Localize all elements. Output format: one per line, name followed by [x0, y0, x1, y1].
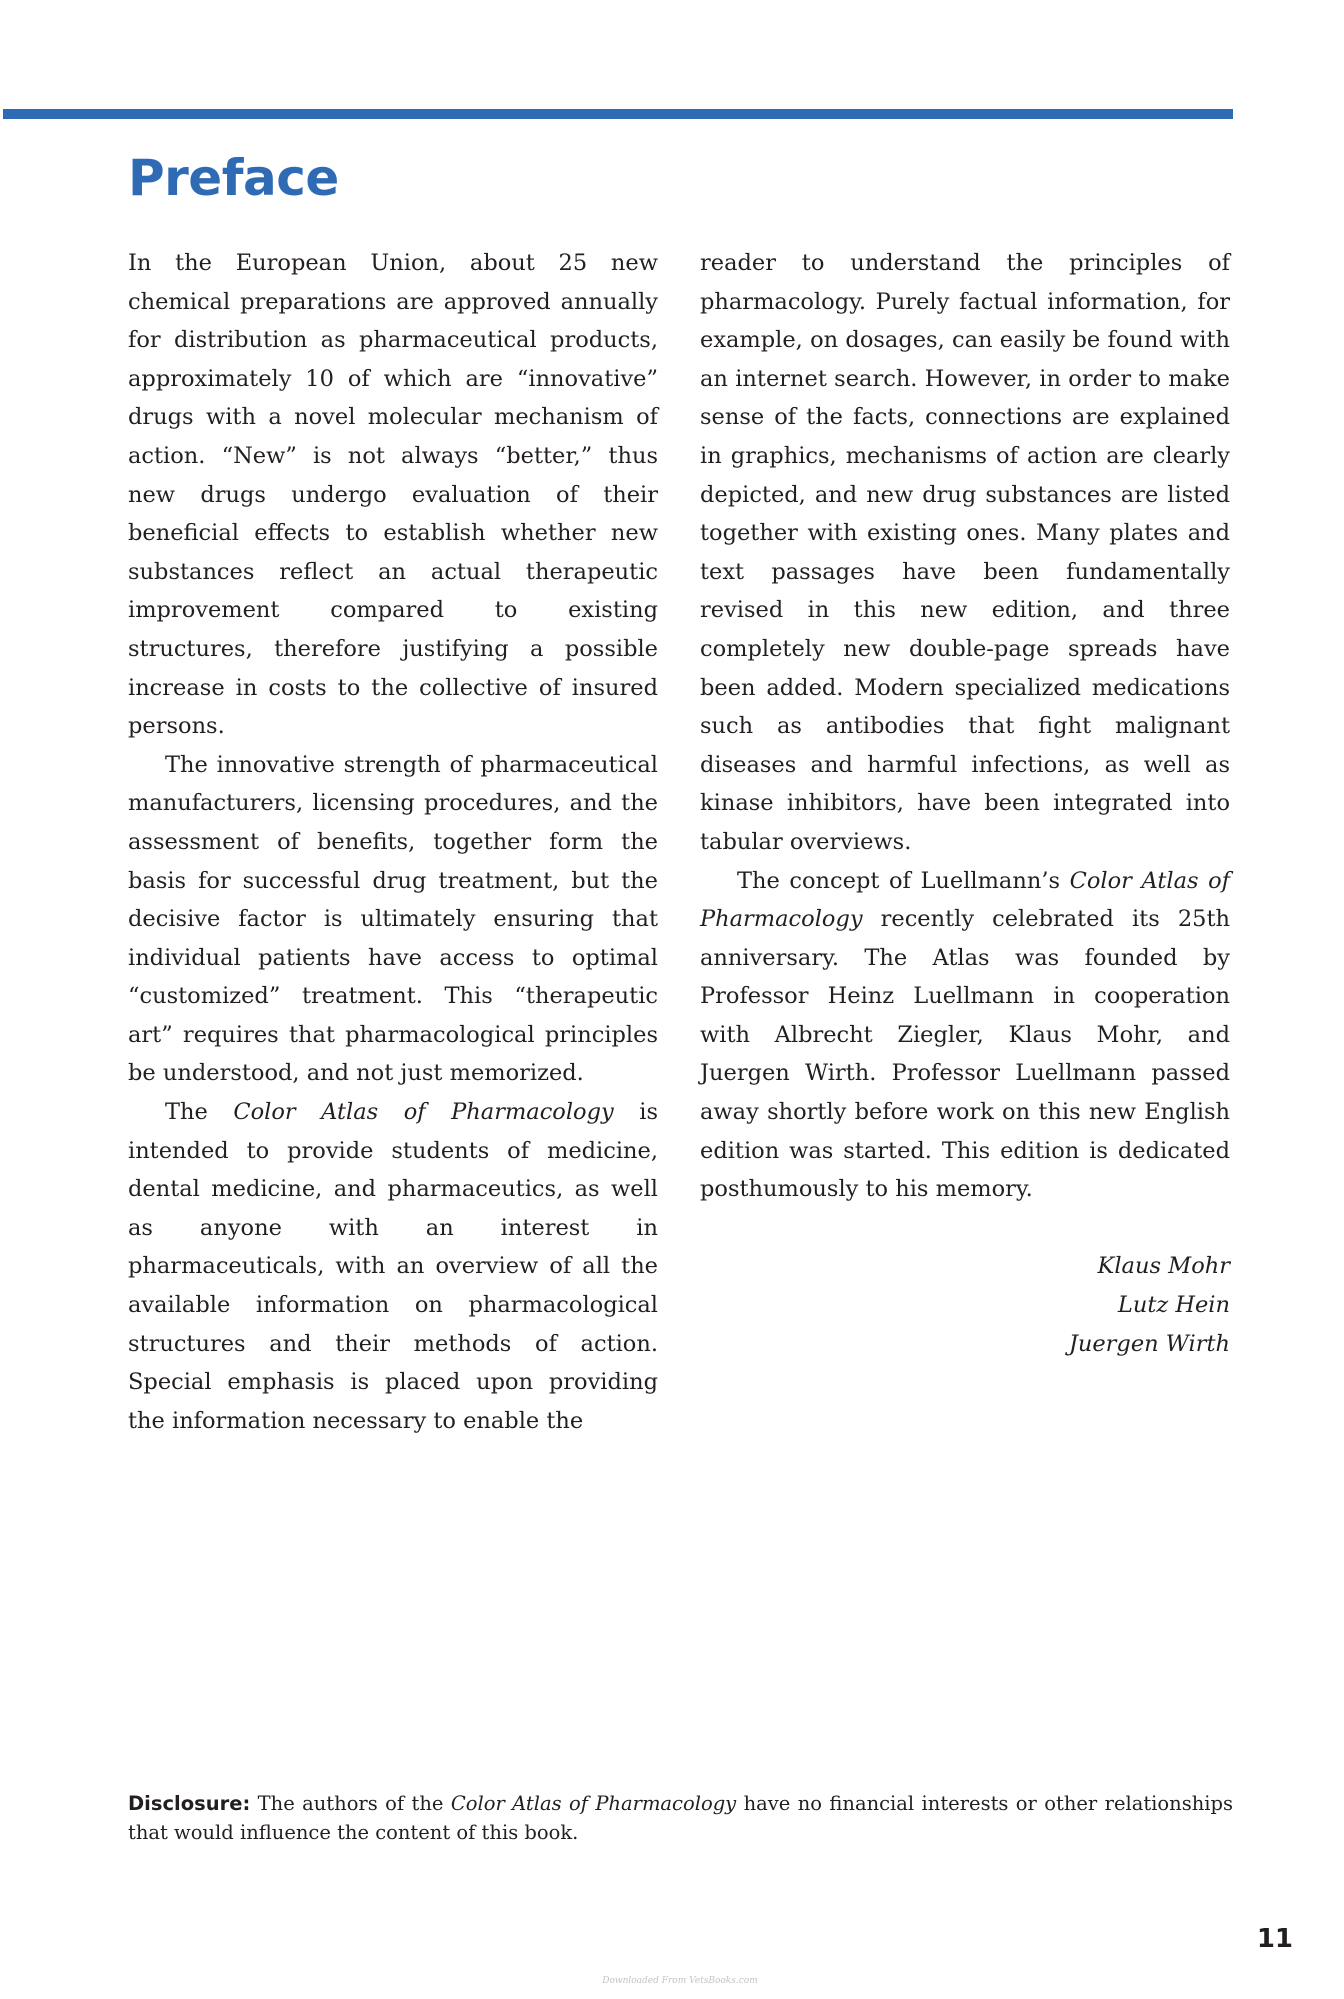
paragraph-1: In the European Union, about 25 new chemical preparations are approved annually for distribution as pharmaceutical products, approximately 10 of which are “innovative” drugs with a novel molecular mechanism of action. “New” is not always “better,” thus new drugs undergo evaluation of their beneficial effects to establish whether new substances reflect an actual therapeutic improvement compared to existing structures, therefore justifying a possible increase in costs to the collective of insured persons. — [128, 250, 658, 740]
disclosure-note — [128, 1789, 1233, 1847]
author-name: Klaus Mohr — [1097, 1253, 1230, 1280]
author-name: Lutz Hein — [1117, 1292, 1230, 1319]
author-name: Juergen Wirth — [1068, 1330, 1230, 1357]
left-column — [128, 244, 658, 1440]
paragraph-2: The innovative strength of pharmaceutical manufacturers, licensing procedures, and the assessment of benefits, together form the basis for successful drug treatment, but the decisive factor is ultimately ensuring that individual patients have access to optimal “customized” treatment. This “therapeutic art” requires that pharmacological principles be understood, and not just memorized. — [128, 751, 658, 1087]
page-title: Preface — [128, 149, 339, 207]
disclosure-post: have no financial interests or other relationships that would influence the content of this book. — [128, 1792, 1234, 1844]
paragraph-3-pre: The — [165, 1099, 234, 1126]
paragraph-5 — [700, 862, 1230, 1209]
paragraph-4: reader to understand the principles of pharmacology. Purely factual information, for example, on dosages, can easily be found with an internet search. However, in order to make sense of the facts, connections are explained in graphics, mechanisms of action are clearly depicted, and new drug substances are listed together with existing ones. Many plates and text passages have been fundamentally revised in this new edition, and three completely new double-page spreads have been added. Modern specialized medications such as antibodies that fight malignant diseases and harmful infections, as well as kinase inhibitors, have been integrated into tabular overviews. — [700, 250, 1230, 855]
disclosure-label: Disclosure: — [128, 1792, 251, 1815]
watermark: Downloaded From VetsBooks.com — [602, 1976, 758, 1986]
header-rule — [3, 109, 1233, 119]
paragraph-3-post: is intended to provide students of medicine, dental medicine, and pharmaceutics, as well as anyone with an interest in pharmaceuticals, with an overview of all the available information on pharmacological structures and their methods of action. Special emphasis is placed upon providing the information necessary to enable the — [128, 1099, 658, 1434]
book-title: Color Atlas of Pharmacology — [233, 1099, 614, 1126]
paragraph-5-pre: The concept of Luellmann’s — [737, 867, 1070, 894]
book-title: Color Atlas of Pharmacology — [700, 867, 1230, 933]
paragraph-3 — [128, 1093, 658, 1440]
right-column — [700, 244, 1230, 1363]
paragraph-5-post: recently celebrated its 25th anniversary. The Atlas was founded by Professor Heinz Luellmann in cooperation with Albrecht Ziegler, Klaus Mohr, and Juergen Wirth. Professor Luellmann passed away shortly before work on this new English edition was started. This edition is dedicated posthumously to his memory. — [700, 906, 1230, 1203]
disclosure-pre: The authors of the — [250, 1792, 451, 1815]
author-signatures — [700, 1247, 1230, 1363]
page-number: 11 — [1256, 1924, 1293, 1954]
book-title: Color Atlas of Pharmacology — [450, 1792, 737, 1815]
